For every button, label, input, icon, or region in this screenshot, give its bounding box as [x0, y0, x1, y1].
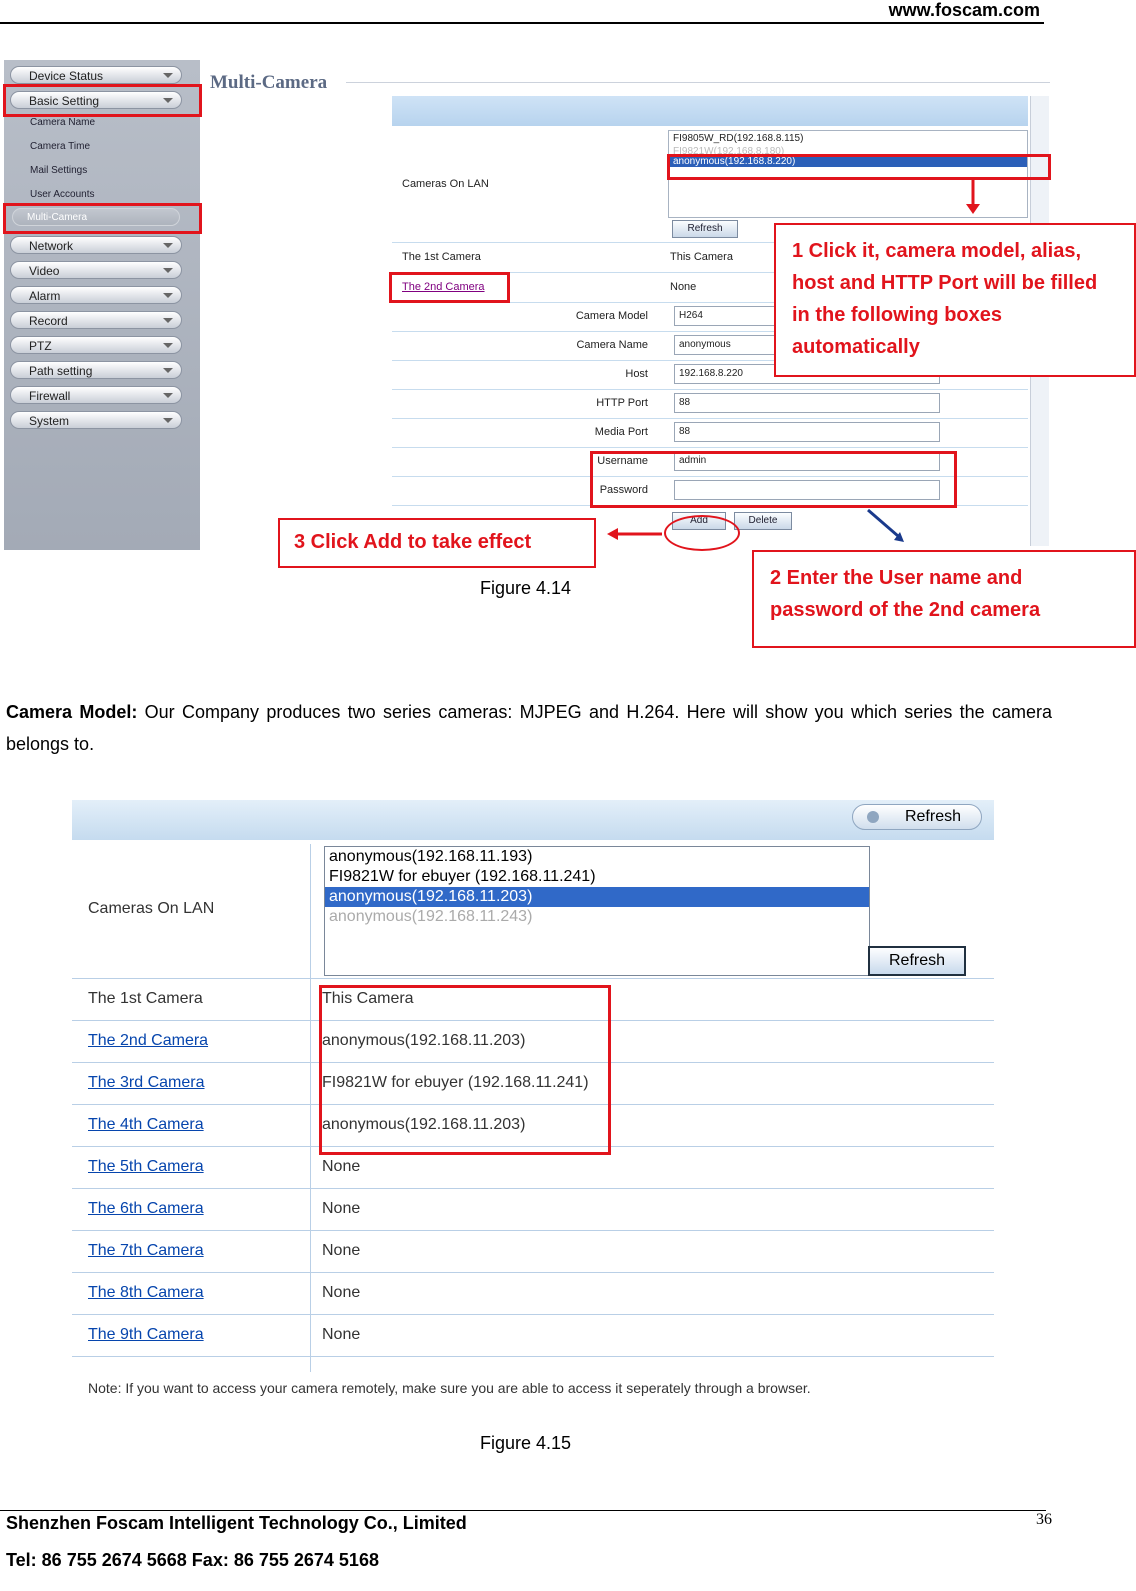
menu-label: Basic Setting: [29, 94, 100, 108]
menu-alarm[interactable]: [10, 286, 182, 304]
sidebar: [4, 60, 200, 550]
header-divider: [0, 22, 1044, 24]
lan-label: Cameras On LAN: [402, 178, 489, 190]
menu-label: Alarm: [29, 289, 61, 303]
second-camera-value: None: [670, 281, 697, 293]
highlight-credentials: [590, 451, 957, 508]
highlight-lan-item: [667, 154, 1051, 180]
first-camera-value: This Camera: [670, 251, 733, 263]
chevron-down-icon: [163, 268, 173, 273]
list-item[interactable]: FI9821W(192.168.8.180): [673, 146, 785, 156]
camera-link[interactable]: The 8th Camera: [88, 1284, 204, 1301]
list-item[interactable]: anonymous(192.168.11.193): [329, 848, 533, 865]
camera-link[interactable]: The 4th Camera: [88, 1116, 204, 1133]
highlight-add-ellipse: [664, 515, 740, 551]
header-url[interactable]: www.foscam.com: [888, 0, 1040, 20]
submenu-camera-time[interactable]: Camera Time: [30, 141, 91, 152]
highlight-basic-setting: [3, 84, 202, 117]
chevron-down-icon: [163, 293, 173, 298]
camera-model-field[interactable]: H264: [674, 306, 940, 326]
camera-value: FI9821W for ebuyer (192.168.11.241): [322, 1074, 589, 1091]
second-camera-link[interactable]: The 2nd Camera: [402, 281, 485, 293]
footer-contact: Tel: 86 755 2674 5668 Fax: 86 755 2674 5168: [6, 1550, 379, 1570]
menu-label: PTZ: [29, 339, 52, 353]
page-number: 36: [1036, 1511, 1052, 1528]
figure-caption-4-14: Figure 4.14: [480, 578, 572, 598]
lan-label: Cameras On LAN: [88, 900, 215, 917]
list-item[interactable]: FI9805W_RD(192.168.8.115): [673, 133, 804, 144]
chevron-down-icon: [163, 418, 173, 423]
field-label: Camera Name: [576, 339, 648, 351]
http-port-field[interactable]: 88: [674, 393, 940, 413]
title-divider: [346, 82, 1050, 83]
menu-ptz[interactable]: [10, 336, 182, 354]
camera-label: The 1st Camera: [88, 990, 203, 1007]
menu-label: Firewall: [29, 389, 71, 403]
camera-value: anonymous(192.168.11.203): [322, 1116, 526, 1133]
host-field[interactable]: 192.168.8.220: [674, 364, 940, 384]
refresh-button[interactable]: Refresh: [868, 946, 966, 976]
field-label: HTTP Port: [596, 397, 648, 409]
menu-label: Record: [29, 314, 68, 328]
submenu-user-accounts[interactable]: User Accounts: [30, 189, 95, 200]
chevron-down-icon: [163, 243, 173, 248]
body-paragraph: [6, 696, 1052, 760]
first-camera-label: The 1st Camera: [402, 251, 481, 263]
refresh-top-label: Refresh: [904, 808, 961, 825]
submenu-mail-settings[interactable]: Mail Settings: [30, 165, 88, 176]
highlight-2nd-camera: [389, 272, 510, 303]
camera-value: None: [322, 1158, 361, 1175]
camera-value: None: [322, 1284, 361, 1301]
field-label: Host: [625, 368, 648, 380]
footer-divider: [0, 1510, 1046, 1511]
chevron-down-icon: [163, 343, 173, 348]
menu-path-setting[interactable]: [10, 361, 182, 379]
field-label: Username: [597, 455, 648, 467]
camera-link[interactable]: The 5th Camera: [88, 1158, 204, 1175]
menu-system[interactable]: [10, 411, 182, 429]
chevron-down-icon: [163, 368, 173, 373]
menu-device-status[interactable]: [10, 66, 182, 84]
camera-link[interactable]: The 6th Camera: [88, 1200, 204, 1217]
refresh-top-button[interactable]: [852, 804, 982, 830]
page-title: Multi-Camera: [210, 72, 328, 93]
highlight-camera-values: [319, 985, 611, 1155]
submenu-camera-name[interactable]: Camera Name: [30, 117, 96, 128]
camera-value: None: [322, 1200, 361, 1217]
menu-network[interactable]: [10, 236, 182, 254]
camera-name-field[interactable]: anonymous: [674, 335, 940, 355]
camera-value: None: [322, 1326, 361, 1343]
delete-button[interactable]: Delete: [734, 512, 792, 530]
field-label: Media Port: [594, 426, 648, 438]
menu-firewall[interactable]: [10, 386, 182, 404]
chevron-down-icon: [163, 393, 173, 398]
username-field[interactable]: admin: [674, 451, 940, 471]
callout-step-3: 3 Click Add to take effect: [278, 518, 596, 568]
paragraph-text: Our Company produces two series cameras: MJPEG and H.264. Here will show you which series the camera belongs to.: [6, 702, 1052, 754]
list-item-selected[interactable]: anonymous(192.168.8.220): [669, 156, 1027, 167]
menu-label: Device Status: [29, 69, 104, 83]
chevron-down-icon: [163, 73, 173, 78]
camera-link[interactable]: The 7th Camera: [88, 1242, 204, 1259]
refresh-icon: [867, 811, 879, 823]
camera-link[interactable]: The 9th Camera: [88, 1326, 204, 1343]
camera-value: This Camera: [322, 990, 414, 1007]
menu-video[interactable]: [10, 261, 182, 279]
table-row: [72, 1314, 994, 1357]
refresh-button[interactable]: Refresh: [672, 220, 738, 238]
submenu-multi-camera[interactable]: Multi-Camera: [12, 208, 180, 226]
callout-step-2: 2 Enter the User name and password of the 2nd camera: [752, 550, 1136, 648]
list-item[interactable]: anonymous(192.168.11.243): [329, 908, 533, 925]
menu-label: System: [29, 414, 70, 428]
term-camera-model: Camera Model:: [6, 702, 138, 722]
figure-caption-4-15: Figure 4.15: [480, 1433, 572, 1453]
menu-label: Path setting: [29, 364, 93, 378]
field-label: Camera Model: [575, 310, 648, 322]
table-row: [72, 1272, 994, 1315]
lan-camera-list[interactable]: [324, 846, 870, 976]
chevron-down-icon: [163, 318, 173, 323]
callout-step-1: 1 Click it, camera model, alias, host and HTTP Port will be filled in the following boxes automatically: [774, 223, 1136, 377]
camera-value: None: [322, 1242, 361, 1259]
camera-link[interactable]: The 2nd Camera: [88, 1032, 209, 1049]
table-row: [72, 1230, 994, 1273]
media-port-field[interactable]: 88: [674, 422, 940, 442]
menu-record[interactable]: [10, 311, 182, 329]
field-label: Password: [599, 484, 648, 496]
field-row-media-port: [392, 418, 1028, 448]
menu-label: Video: [29, 264, 60, 278]
menu-label: Network: [29, 239, 74, 253]
add-button[interactable]: Add: [672, 512, 726, 530]
footer-company: Shenzhen Foscam Intelligent Technology Co., Limited: [6, 1513, 467, 1533]
note-text: Note: If you want to access your camera remotely, make sure you are able to access it seperately through a browser.: [88, 1380, 811, 1396]
camera-value: anonymous(192.168.11.203): [322, 1032, 526, 1049]
list-item[interactable]: FI9821W for ebuyer (192.168.11.241): [329, 868, 596, 885]
field-row-http-port: [392, 389, 1028, 419]
highlight-multi-camera: [3, 203, 202, 234]
list-item-selected[interactable]: anonymous(192.168.11.203): [325, 887, 869, 907]
panel-header: [392, 96, 1028, 126]
camera-link[interactable]: The 3rd Camera: [88, 1074, 205, 1091]
table-row: [72, 1188, 994, 1231]
